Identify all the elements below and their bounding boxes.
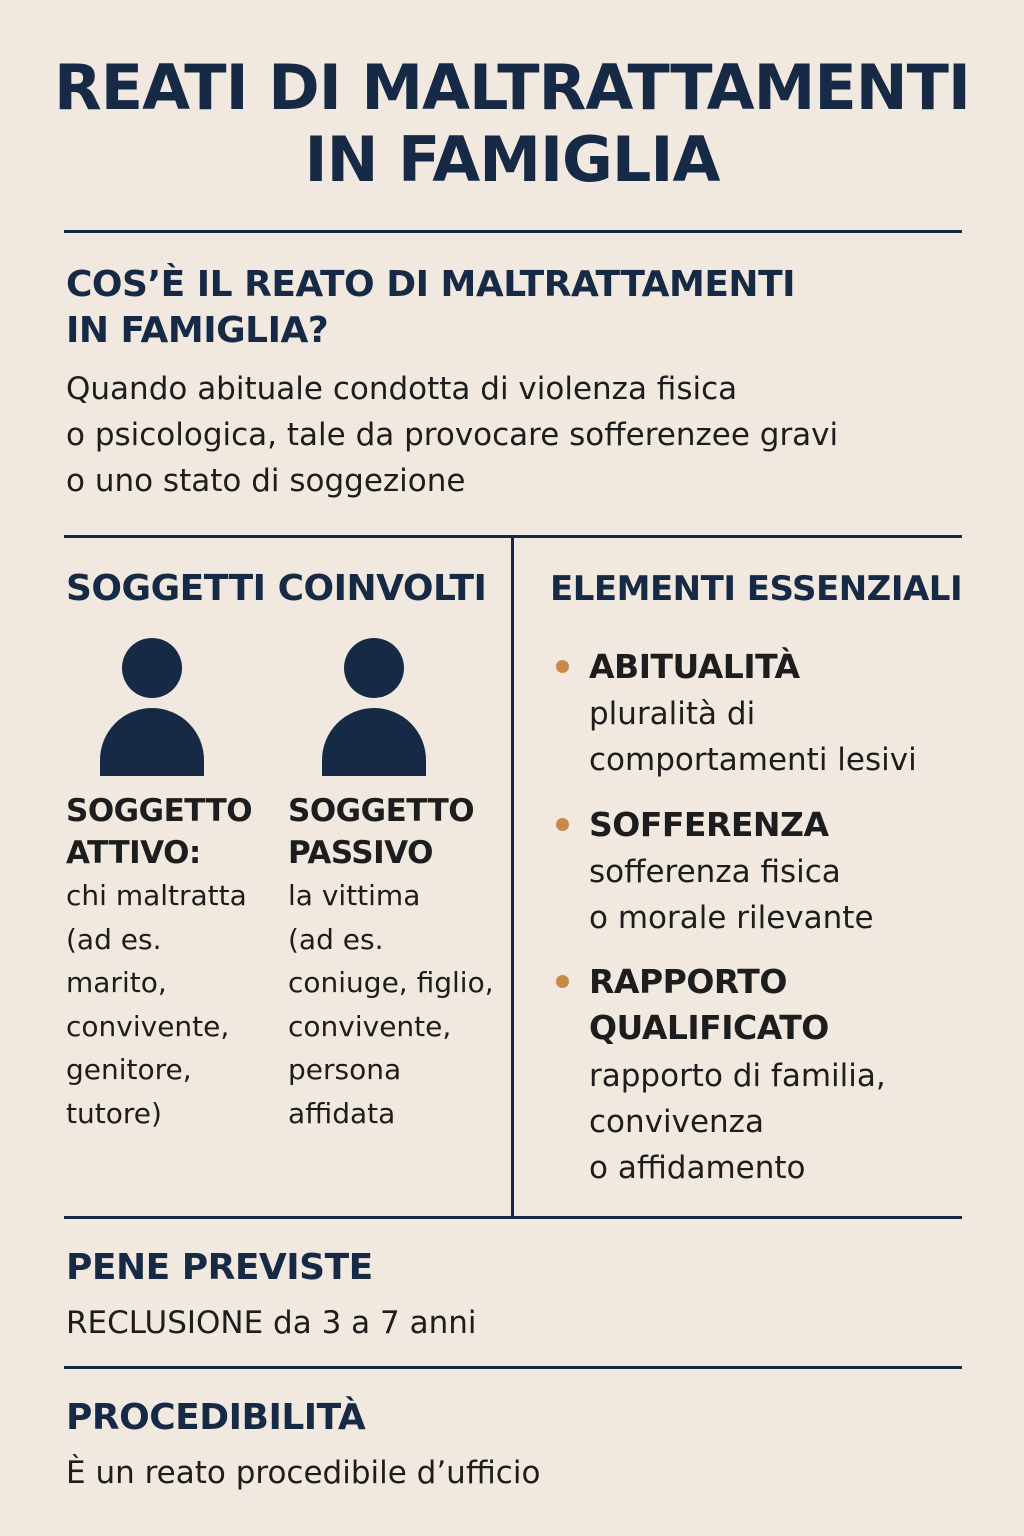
- page-title-line-1: REATI DI MALTRATTAMENTI: [54, 51, 970, 124]
- passive-subject-line: convivente,: [288, 1009, 452, 1043]
- element-title-line: RAPPORTO: [589, 962, 787, 1001]
- element-text: [589, 1053, 886, 1191]
- element-text: [589, 691, 917, 783]
- passive-subject-text: [288, 874, 494, 1135]
- element-text-line: o affidamento: [589, 1150, 806, 1186]
- definition-text-line-1: Quando abituale condotta di violenza fisica: [66, 371, 738, 407]
- definition-heading-line-1: COS’È IL REATO DI MALTRATTAMENTI: [66, 264, 796, 305]
- passive-subject-heading-line-2: PASSIVO: [288, 835, 433, 871]
- procedure-text: È un reato procedibile d’ufficio: [66, 1455, 541, 1491]
- passive-subject-heading: [288, 790, 474, 874]
- element-text-line: rapporto di familia,: [589, 1058, 886, 1094]
- bullet-icon: [556, 818, 569, 831]
- active-subject-heading: [66, 790, 252, 874]
- definition-text-line-3: o uno stato di soggezione: [66, 463, 466, 499]
- divider: [64, 1216, 962, 1219]
- page-title-line-2: IN FAMIGLIA: [304, 123, 720, 196]
- active-subject-heading-line-2: ATTIVO:: [66, 835, 201, 871]
- element-text-line: comportamenti lesivi: [589, 742, 917, 778]
- element-text-line: convivenza: [589, 1104, 764, 1140]
- page-title: [0, 52, 1024, 196]
- definition-text-line-2: o psicologica, tale da provocare sofferenzee gravi: [66, 417, 839, 453]
- element-text-line: sofferenza fisica: [589, 854, 841, 890]
- active-subject-text: [66, 874, 247, 1135]
- passive-subject-line: persona: [288, 1053, 402, 1086]
- active-subject-line: convivente,: [66, 1009, 230, 1043]
- definition-heading-line-2: IN FAMIGLIA?: [66, 310, 329, 351]
- passive-subject-heading-line-1: SOGGETTO: [288, 793, 475, 829]
- bullet-icon: [556, 660, 569, 673]
- element-title: ABITUALITÀ: [589, 647, 800, 686]
- element-text-line: o morale rilevante: [589, 900, 874, 936]
- element-text-line: pluralità di: [589, 696, 756, 732]
- active-subject-line: marito,: [66, 966, 167, 999]
- person-icon: [322, 638, 426, 778]
- element-title: [589, 959, 829, 1051]
- column-divider: [511, 537, 514, 1218]
- elements-heading: ELEMENTI ESSENZIALI: [550, 569, 963, 609]
- procedure-heading: PROCEDIBILITÀ: [66, 1397, 366, 1438]
- divider: [64, 230, 962, 233]
- penalties-heading: PENE PREVISTE: [66, 1247, 373, 1288]
- definition-text: [66, 366, 838, 504]
- divider: [64, 1366, 962, 1369]
- passive-subject-line: coniuge, figlio,: [288, 966, 494, 999]
- passive-subject-line: (ad es.: [288, 922, 384, 956]
- active-subject-line: chi maltratta: [66, 879, 247, 912]
- definition-heading: [66, 262, 795, 354]
- bullet-icon: [556, 975, 569, 988]
- penalties-text: RECLUSIONE da 3 a 7 anni: [66, 1305, 477, 1341]
- subjects-heading: SOGGETTI COINVOLTI: [66, 568, 487, 609]
- active-subject-heading-line-1: SOGGETTO: [66, 793, 253, 829]
- element-title: SOFFERENZA: [589, 805, 829, 844]
- element-title-line: QUALIFICATO: [589, 1008, 829, 1047]
- passive-subject-line: la vittima: [288, 879, 421, 912]
- person-icon: [100, 638, 204, 778]
- active-subject-line: tutore): [66, 1096, 162, 1130]
- active-subject-line: genitore,: [66, 1053, 192, 1086]
- passive-subject-line: affidata: [288, 1096, 396, 1130]
- active-subject-line: (ad es.: [66, 922, 162, 956]
- element-text: [589, 849, 874, 941]
